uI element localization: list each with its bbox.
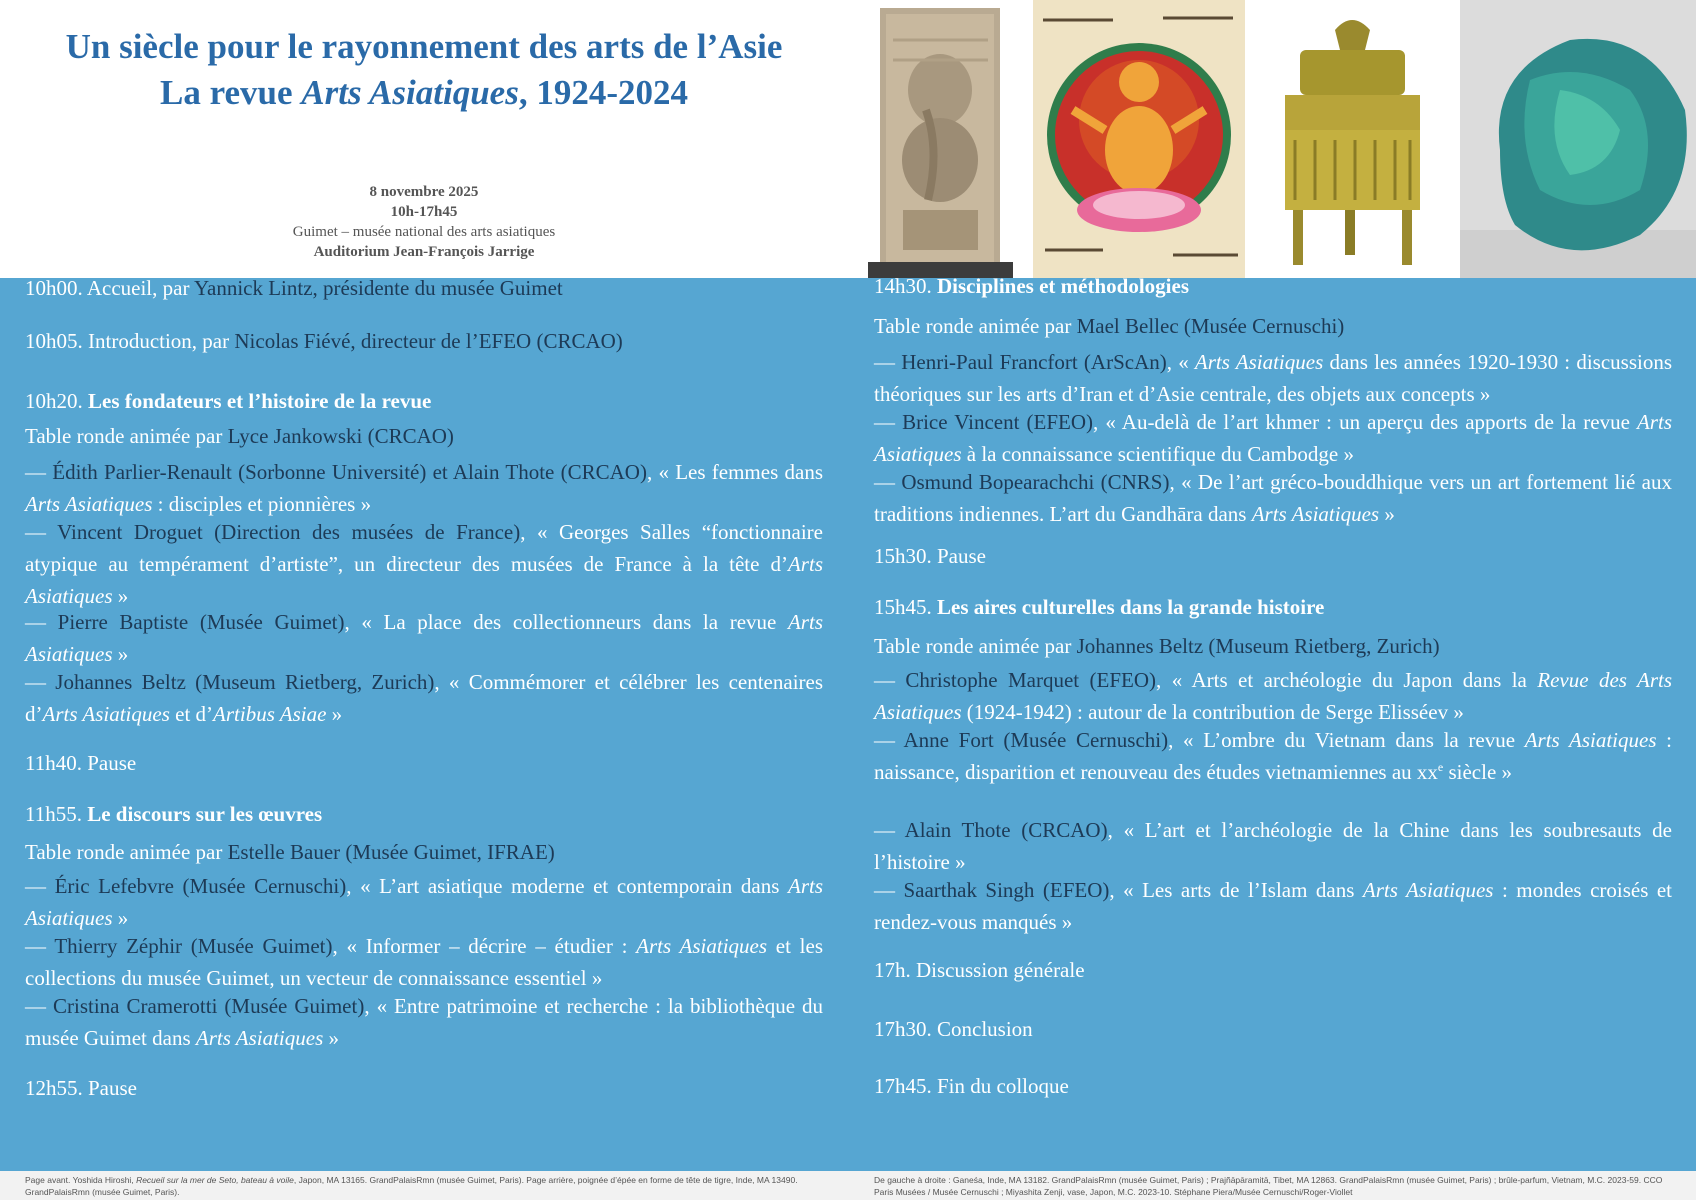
program-item: 12h55. Pause: [25, 1076, 137, 1100]
moderator-line: Table ronde animée par Johannes Beltz (Museum Rietberg, Zurich): [874, 634, 1440, 658]
program-item: 10h05. Introduction, par Nicolas Fiévé, directeur de l’EFEO (CRCAO): [25, 329, 623, 353]
talk-item: — Osmund Bopearachchi (CNRS), « De l’art gréco-bouddhique vers un art fortement lié aux traditions indiennes. L’art du Gandhāra dans Arts Asiatiques »: [874, 470, 1672, 526]
artwork-strip: [848, 0, 1696, 278]
program-item: 15h30. Pause: [874, 544, 986, 568]
ganesha-sculpture-icon: [848, 0, 1033, 278]
talk-item: — Alain Thote (CRCAO), « L’art et l’archéologie de la Chine dans les soubresauts de l’histoire »: [874, 818, 1672, 874]
talk-item: — Henri-Paul Francfort (ArScAn), « Arts Asiatiques dans les années 1920-1930 : discussions théoriques sur les arts d’Iran et d’Asie centrale, des objets aux concepts »: [874, 350, 1673, 406]
credits-left: Page avant. Yoshida Hiroshi, Recueil sur la mer de Seto, bateau à voile, Japon, MA 13165. GrandPalaisRmn (musée Guimet, Paris). Page arrière, poignée d’épée en forme de tête de tigre, Inde, MA 13490. GrandPalaisRmn (musée Guimet, Paris).: [0, 1171, 848, 1200]
talk-item: — Anne Fort (Musée Cernuschi), « L’ombre du Vietnam dans la revue Arts Asiatiques : naissance, disparition et renouveau des études vietnamiennes au $xx^e$ siècle »: [874, 728, 1673, 784]
talk-item: — Johannes Beltz (Museum Rietberg, Zurich), « Commémorer et célébrer les centenaires d’Arts Asiatiques et d’Artibus Asiae »: [25, 670, 824, 726]
talk-item: — Brice Vincent (EFEO), « Au-delà de l’art khmer : un aperçu des apports de la revue Arts Asiatiques à la connaissance scientifique du Cambodge »: [874, 410, 1672, 466]
talk-item: — Christophe Marquet (EFEO), « Arts et archéologie du Japon dans la Revue des Arts Asiatiques (1924-1942) : autour de la contribution de Serge Elisséev »: [874, 668, 1673, 724]
title-prefix: La revue: [160, 73, 302, 112]
event-info: [0, 182, 848, 262]
program-item: 17h. Discussion générale: [874, 958, 1085, 982]
program-item: 17h30. Conclusion: [874, 1017, 1033, 1041]
session-heading: 14h30. Disciplines et méthodologies: [874, 274, 1189, 298]
program-item: 17h45. Fin du colloque: [874, 1074, 1069, 1098]
talk-item: — Cristina Cramerotti (Musée Guimet), « Entre patrimoine et recherche : la bibliothèque du musée Guimet dans Arts Asiatiques »: [25, 994, 824, 1050]
moderator-line: Table ronde animée par Mael Bellec (Musée Cernuschi): [874, 314, 1345, 338]
event-hours: 10h-17h45: [390, 204, 458, 220]
event-venue: Guimet – musée national des arts asiatiques: [292, 224, 556, 240]
event-date: 8 novembre 2025: [369, 184, 479, 200]
talk-item: — Thierry Zéphir (Musée Guimet), « Informer – décrire – étudier : Arts Asiatiques et les collections du musée Guimet, un vecteur de connaissance essentiel »: [25, 934, 824, 990]
moderator-line: Table ronde animée par Lyce Jankowski (CRCAO): [25, 424, 454, 448]
title-years: , 1924-2024: [518, 73, 688, 112]
program-item: 10h00. Accueil, par Yannick Lintz, présidente du musée Guimet: [25, 276, 563, 300]
credits-right: De gauche à droite : Ganeśa, Inde, MA 13182. GrandPalaisRmn (musée Guimet, Paris) ; Prajñāpāramitā, Tibet, MA 12863. GrandPalaisRmn (musée Guimet, Paris) ; brûle-parfum, Vietnam, M.C. 2023-59. CCO Paris Musées / Musée Cernuschi ; Miyashita Zenji, vase, Japon, M.C. 2023-10. Stéphane Piera/Musée Cernuschi/Roger-Viollet: [848, 1171, 1696, 1200]
session-heading: 10h20. Les fondateurs et l’histoire de la revue: [25, 389, 432, 413]
program-item: 11h40. Pause: [25, 751, 137, 775]
talk-item: — Saarthak Singh (EFEO), « Les arts de l’Islam dans Arts Asiatiques : mondes croisés et rendez-vous manqués »: [874, 878, 1673, 934]
talk-item: — Édith Parlier-Renault (Sorbonne Université) et Alain Thote (CRCAO), « Les femmes dans Arts Asiatiques : disciples et pionnières »: [25, 460, 824, 516]
incense-burner-icon: [1245, 0, 1460, 278]
event-room: Auditorium Jean-François Jarrige: [313, 244, 535, 260]
header: [0, 0, 848, 278]
journal-name: Arts Asiatiques: [301, 73, 519, 112]
prajnaparamita-painting-icon: [1033, 0, 1245, 278]
talk-item: — Éric Lefebvre (Musée Cernuschi), « L’art asiatique moderne et contemporain dans Arts Asiatiques »: [25, 874, 824, 930]
title-line-2: [0, 70, 848, 116]
talk-item: — Vincent Droguet (Direction des musées de France), « Georges Salles “fonctionnaire atypique au tempérament d’artiste”, un directeur des musées de France à la tête d’Arts Asiatiques »: [25, 520, 823, 608]
session-heading: 15h45. Les aires culturelles dans la grande histoire: [874, 595, 1325, 619]
moderator-line: Table ronde animée par Estelle Bauer (Musée Guimet, IFRAE): [25, 840, 555, 864]
session-heading: 11h55. Le discours sur les œuvres: [25, 802, 323, 826]
title-line-1: Un siècle pour le rayonnement des arts de l’Asie: [65, 27, 783, 66]
program-panel: [0, 274, 1696, 1171]
talk-item: — Pierre Baptiste (Musée Guimet), « La place des collectionneurs dans la revue Arts Asiatiques »: [25, 610, 823, 666]
vase-icon: [1460, 0, 1696, 278]
